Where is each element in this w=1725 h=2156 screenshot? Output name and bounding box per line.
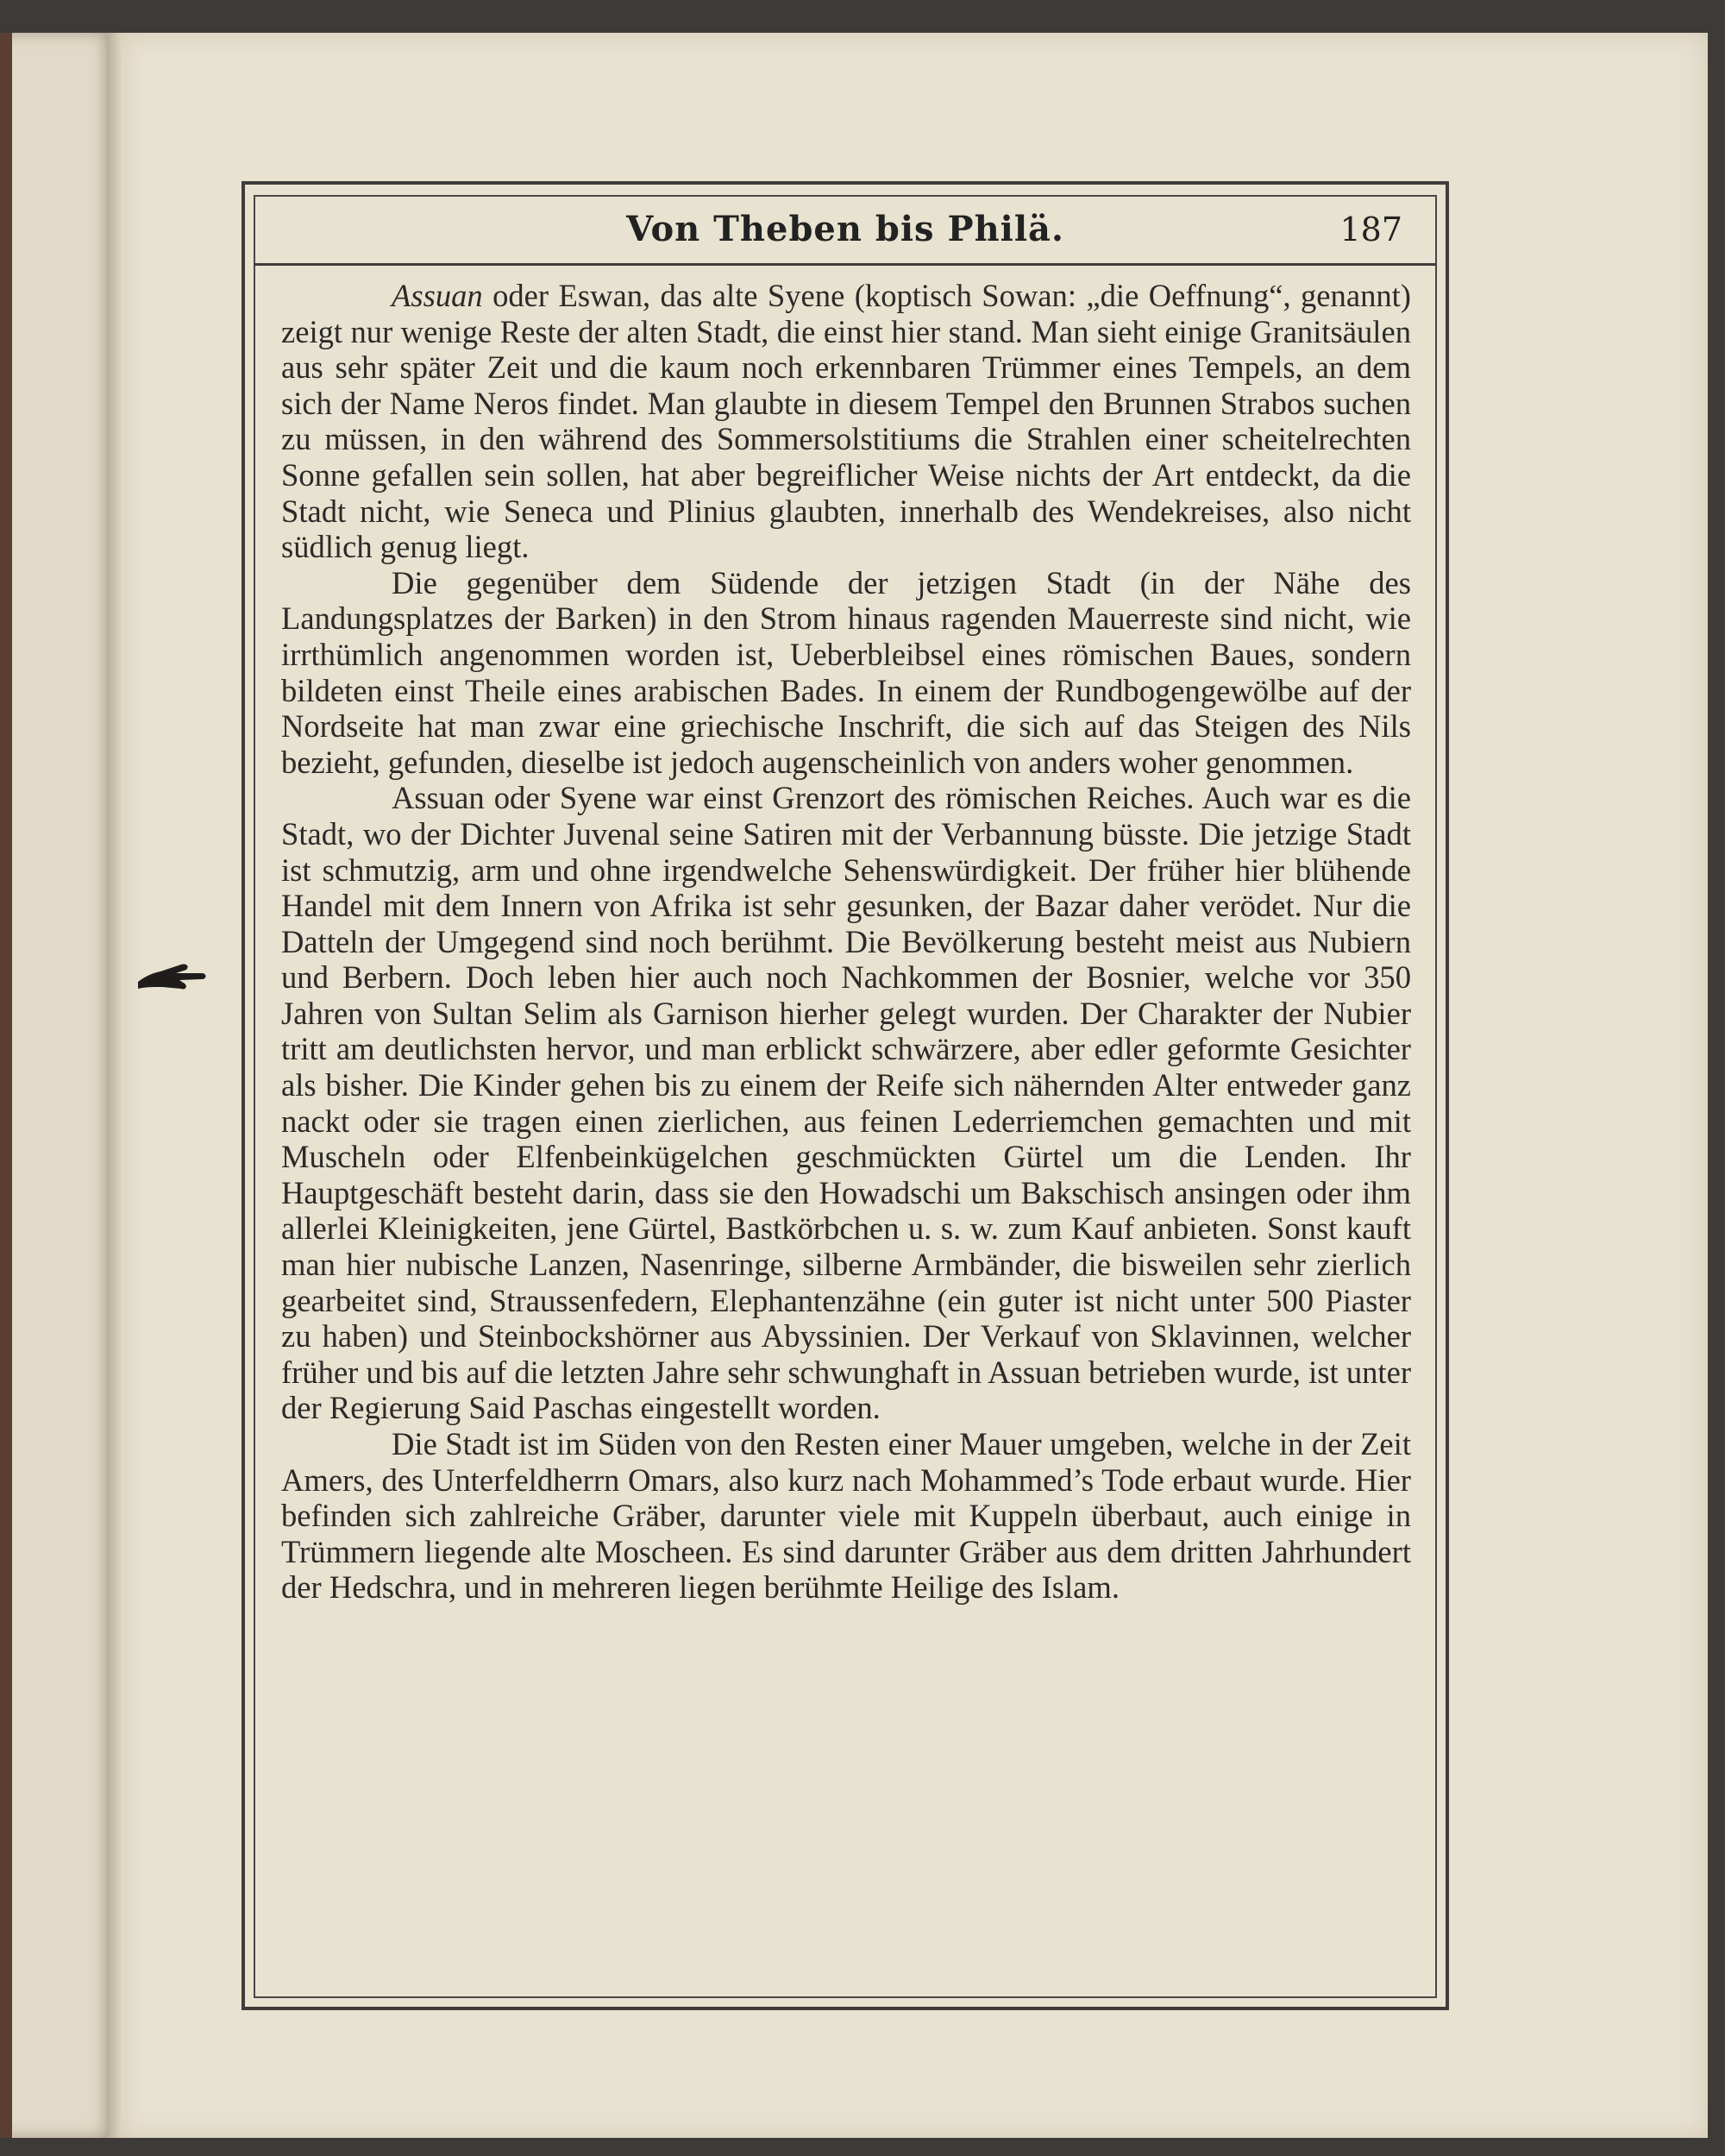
paragraph: [281, 1426, 1411, 1606]
paragraph-text: Die gegenüber dem Südende der jetzigen Stadt (in der Nähe des Landungsplatzes der Barken) in den Strom hinaus ragenden Mauerreste sind nicht, wie irrthümlich angenommen worden ist, Ueberbleibsel eines römischen Baues, sondern bildeten einst Theile eines arabischen Bades. In einem der Rundbogengewölbe auf der Nordseite hat man zwar eine griechische Inschrift, die sich auf das Steigen des Nils bezieht, gefunden, dieselbe ist jedoch augenscheinlich von anders woher genommen.: [281, 564, 1411, 780]
pointing-hand-icon: [136, 956, 207, 997]
body-text: [281, 278, 1411, 1606]
page-number: 187: [1339, 211, 1402, 248]
paragraph: [281, 278, 1411, 565]
place-name-italic: Assuan: [392, 278, 483, 313]
paragraph: [281, 565, 1411, 781]
facing-page-edge: [0, 33, 114, 2138]
paragraph-text: Assuan oder Syene war einst Grenzort des römischen Reiches. Auch war es die Stadt, wo der Dichter Juvenal seine Satiren mit der Verbannung büsste. Die jetzige Stadt ist schmutzig, arm und ohne irgendwelche Sehenswürdigkeit. Der früher hier blühende Handel mit dem Innern von Afrika ist sehr gesunken, der Bazar daher verödet. Nur die Datteln der Umgegend sind noch berühmt. Die Bevölkerung besteht meist aus Nubiern und Berbern. Doch leben hier auch noch Nachkommen der Bosnier, welche vor 350 Jahren von Sultan Selim als Garnison hierher gelegt wurden. Der Charakter der Nubier tritt am deutlichsten hervor, und man erblickt schwärzere, aber edler geformte Gesichter als bisher. Die Kinder gehen bis zu einem der Reife sich nähernden Alter entweder ganz nackt oder sie tragen einen zierlichen, aus feinen Lederriemchen gemachten und mit Muscheln oder Elfenbeinkügelchen geschmückten Gürtel um die Lenden. Ihr Hauptgeschäft besteht darin, dass sie den Howadschi um Bakschisch ansingen oder ihm allerlei Kleinigkeiten, jene Gürtel, Bastkörbchen u. s. w. zum Kauf anbieten. Sonst kauft man hier nubische Lanzen, Nasenringe, silberne Armbänder, die bisweilen sehr zierlich gearbeitet sind, Straussenfedern, Elephantenzähne (ein guter ist nicht unter 500 Piaster zu haben) und Steinbockshörner aus Abyssinien. Der Verkauf von Sklavinnen, welcher früher und bis auf die letzten Jahre sehr schwunghaft in Assuan betrieben wurde, ist unter der Regierung Said Paschas eingestellt worden.: [281, 780, 1411, 1426]
running-title: Von Theben bis Philä.: [626, 209, 1064, 249]
paragraph-text: Die Stadt ist im Süden von den Resten einer Mauer umgeben, welche in der Zeit Amers, des Unterfeldherrn Omars, also kurz nach Mohammed’s Tode erbaut wurde. Hier befinden sich zahlreiche Gräber, darunter viele mit Kuppeln überbaut, auch einige in Trümmern liegende alte Moscheen. Es sind darunter Gräber aus dem dritten Jahrhundert der Hedschra, und in mehreren liegen berühmte Heilige des Islam.: [281, 1426, 1411, 1606]
running-header: [254, 195, 1437, 266]
paragraph: [281, 780, 1411, 1426]
book-cover-edge: [0, 33, 12, 2138]
paragraph-text: oder Eswan, das alte Syene (koptisch Sowan: „die Oeffnung“, genannt) zeigt nur wenige Reste der alten Stadt, die einst hier stand. Man sieht einige Granitsäulen aus sehr später Zeit und die kaum noch erkennbaren Trümmer eines Tempels, an dem sich der Name Neros findet. Man glaubte in diesem Tempel den Brunnen Strabos suchen zu müssen, in den während des Sommersolstitiums die Strahlen einer scheitelrechten Sonne gefallen sein sollen, hat aber begreiflicher Weise nichts der Art entdeckt, da die Stadt nicht, wie Seneca und Plinius glaubten, innerhalb des Wendekreises, also nicht südlich genug liegt.: [281, 278, 1411, 565]
